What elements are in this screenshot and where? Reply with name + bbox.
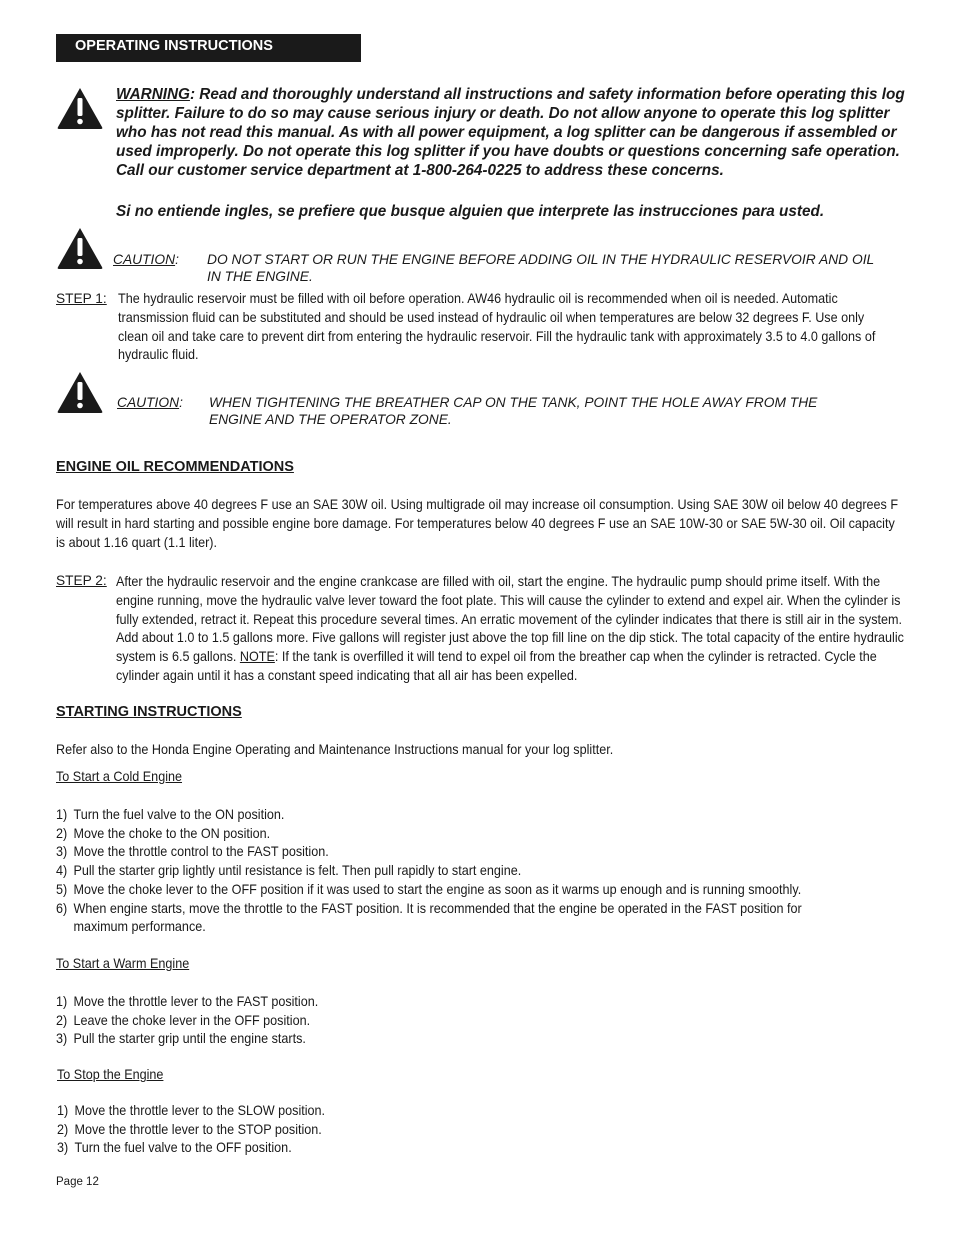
caution-2-text: WHEN TIGHTENING THE BREATHER CAP ON THE TANK, POINT THE HOLE AWAY FROM THE ENGINE AND THE OPERATOR ZONE. — [209, 395, 818, 427]
starting-heading: STARTING INSTRUCTIONS — [56, 704, 242, 720]
list-item: 2) Move the choke to the ON position. — [56, 825, 271, 841]
page-number: Page 12 — [56, 1176, 99, 1188]
list-item: 2) Leave the choke lever in the OFF position. — [56, 1012, 311, 1028]
caution-1: CAUTION: — [113, 252, 179, 267]
list-item: 1) Turn the fuel valve to the ON position. — [56, 807, 285, 822]
warning-paragraph — [116, 86, 906, 181]
step-2-text-note: : If the tank is overfilled it will tend to expel oil from the breather cap when the cylinder is retracted. Cycle the cylinder again until it has a constant speed indicating that all air has been expelled. — [116, 649, 877, 683]
step-1-label: STEP 1: — [56, 291, 107, 306]
warning-label: WARNING — [116, 86, 190, 103]
warning-triangle-icon — [56, 86, 104, 130]
list-item: 3) Pull the starter grip until the engine starts. — [56, 1031, 306, 1047]
caution-triangle-icon — [56, 226, 104, 270]
warm-start-title: To Start a Warm Engine — [56, 956, 190, 971]
list-item: 3) Turn the fuel valve to the OFF position. — [57, 1140, 292, 1156]
step-2-text — [116, 573, 911, 686]
caution-2: CAUTION: — [117, 395, 183, 410]
caution-2-label: CAUTION — [117, 395, 180, 410]
list-item: 5) Move the choke lever to the OFF position if it was used to start the engine as soon as it warms up enough and is running smoothly. — [56, 881, 802, 897]
list-item: 4) Pull the starter grip lightly until resistance is felt. Then pull rapidly to start engine. — [56, 863, 522, 879]
list-item: 6) When engine starts, move the throttle to the FAST position. It is recommended that the engine be operated in the FAST position for maximum performance. — [56, 900, 802, 935]
starting-intro: Refer also to the Honda Engine Operating and Maintenance Instructions manual for your log splitter. — [56, 742, 614, 757]
warning-text: : Read and thoroughly understand all instructions and safety information before operating this log splitter. Failure to do so may cause serious injury or death. Do not allow anyone to operate this log splitter who has not read this manual. As with all power equipment, a log splitter can be dangerous if assembled or used improperly. Do not operate this log splitter if you have doubts or questions concerning safe operation. Call our customer service department at 1-800-264-0225 to address these concerns. — [116, 86, 905, 179]
list-item: 1) Move the throttle lever to the FAST position. — [56, 994, 319, 1009]
cold-start-list — [56, 806, 847, 937]
note-label: NOTE — [239, 649, 275, 665]
engine-oil-text: For temperatures above 40 degrees F use an SAE 30W oil. Using multigrade oil may increase oil consumption. Using SAE 30W oil below 40 degrees F will result in hard starting and possible engine bore damage. For temperatures below 40 degrees F use an SAE 10W-30 or SAE 5W-30 oil. Oil capacity is about 1.16 quart (1.1 liter). — [56, 497, 899, 550]
stop-engine-list — [57, 1102, 609, 1158]
cold-start-title: To Start a Cold Engine — [56, 769, 183, 784]
caution-1-label: CAUTION — [113, 252, 176, 267]
section-header: OPERATING INSTRUCTIONS — [56, 34, 361, 62]
list-item: 2) Move the throttle lever to the STOP position. — [57, 1121, 322, 1137]
list-item: 3) Move the throttle control to the FAST position. — [56, 844, 329, 860]
list-item: 1) Move the throttle lever to the SLOW position. — [57, 1103, 326, 1118]
caution-1-text: DO NOT START OR RUN THE ENGINE BEFORE ADDING OIL IN THE HYDRAULIC RESERVOIR AND OIL IN THE ENGINE. — [207, 252, 874, 284]
engine-oil-heading: ENGINE OIL RECOMMENDATIONS — [56, 459, 294, 475]
caution-triangle-icon — [56, 370, 104, 414]
step-2-label: STEP 2: — [56, 573, 107, 588]
warm-start-list — [56, 993, 608, 1049]
step-2-text-main: After the hydraulic reservoir and the engine crankcase are filled with oil, start the engine. The hydraulic pump should prime itself. With the engine running, move the hydraulic valve lever toward the foot plate. This will cause the cylinder to extend and expel air. When the cylinder is fully extended, retract it. Repeat this procedure several times. An erratic movement of the cylinder indicates that there is still air in the system. Add about 1.0 to 1.5 gallons more. Five gallons will register just above the top fill line on the dip stick. The total capacity of the entire hydraulic system is 6.5 gallons. — [116, 574, 904, 665]
stop-engine-title: To Stop the Engine — [57, 1067, 164, 1082]
spanish-notice: Si no entiende ingles, se prefiere que busque alguien que interprete las instrucciones para usted. — [116, 203, 825, 220]
step-1-text: The hydraulic reservoir must be filled with oil before operation. AW46 hydraulic oil is recommended when oil is needed. Automatic transmission fluid can be substituted and should be used instead of hydraulic oil when temperatures are below 32 degrees F. Use only clean oil and take care to prevent dirt from entering the hydraulic reservoir. Fill the hydraulic tank with approximately 3.5 to 4.0 gallons of hydraulic fluid. — [118, 291, 876, 363]
